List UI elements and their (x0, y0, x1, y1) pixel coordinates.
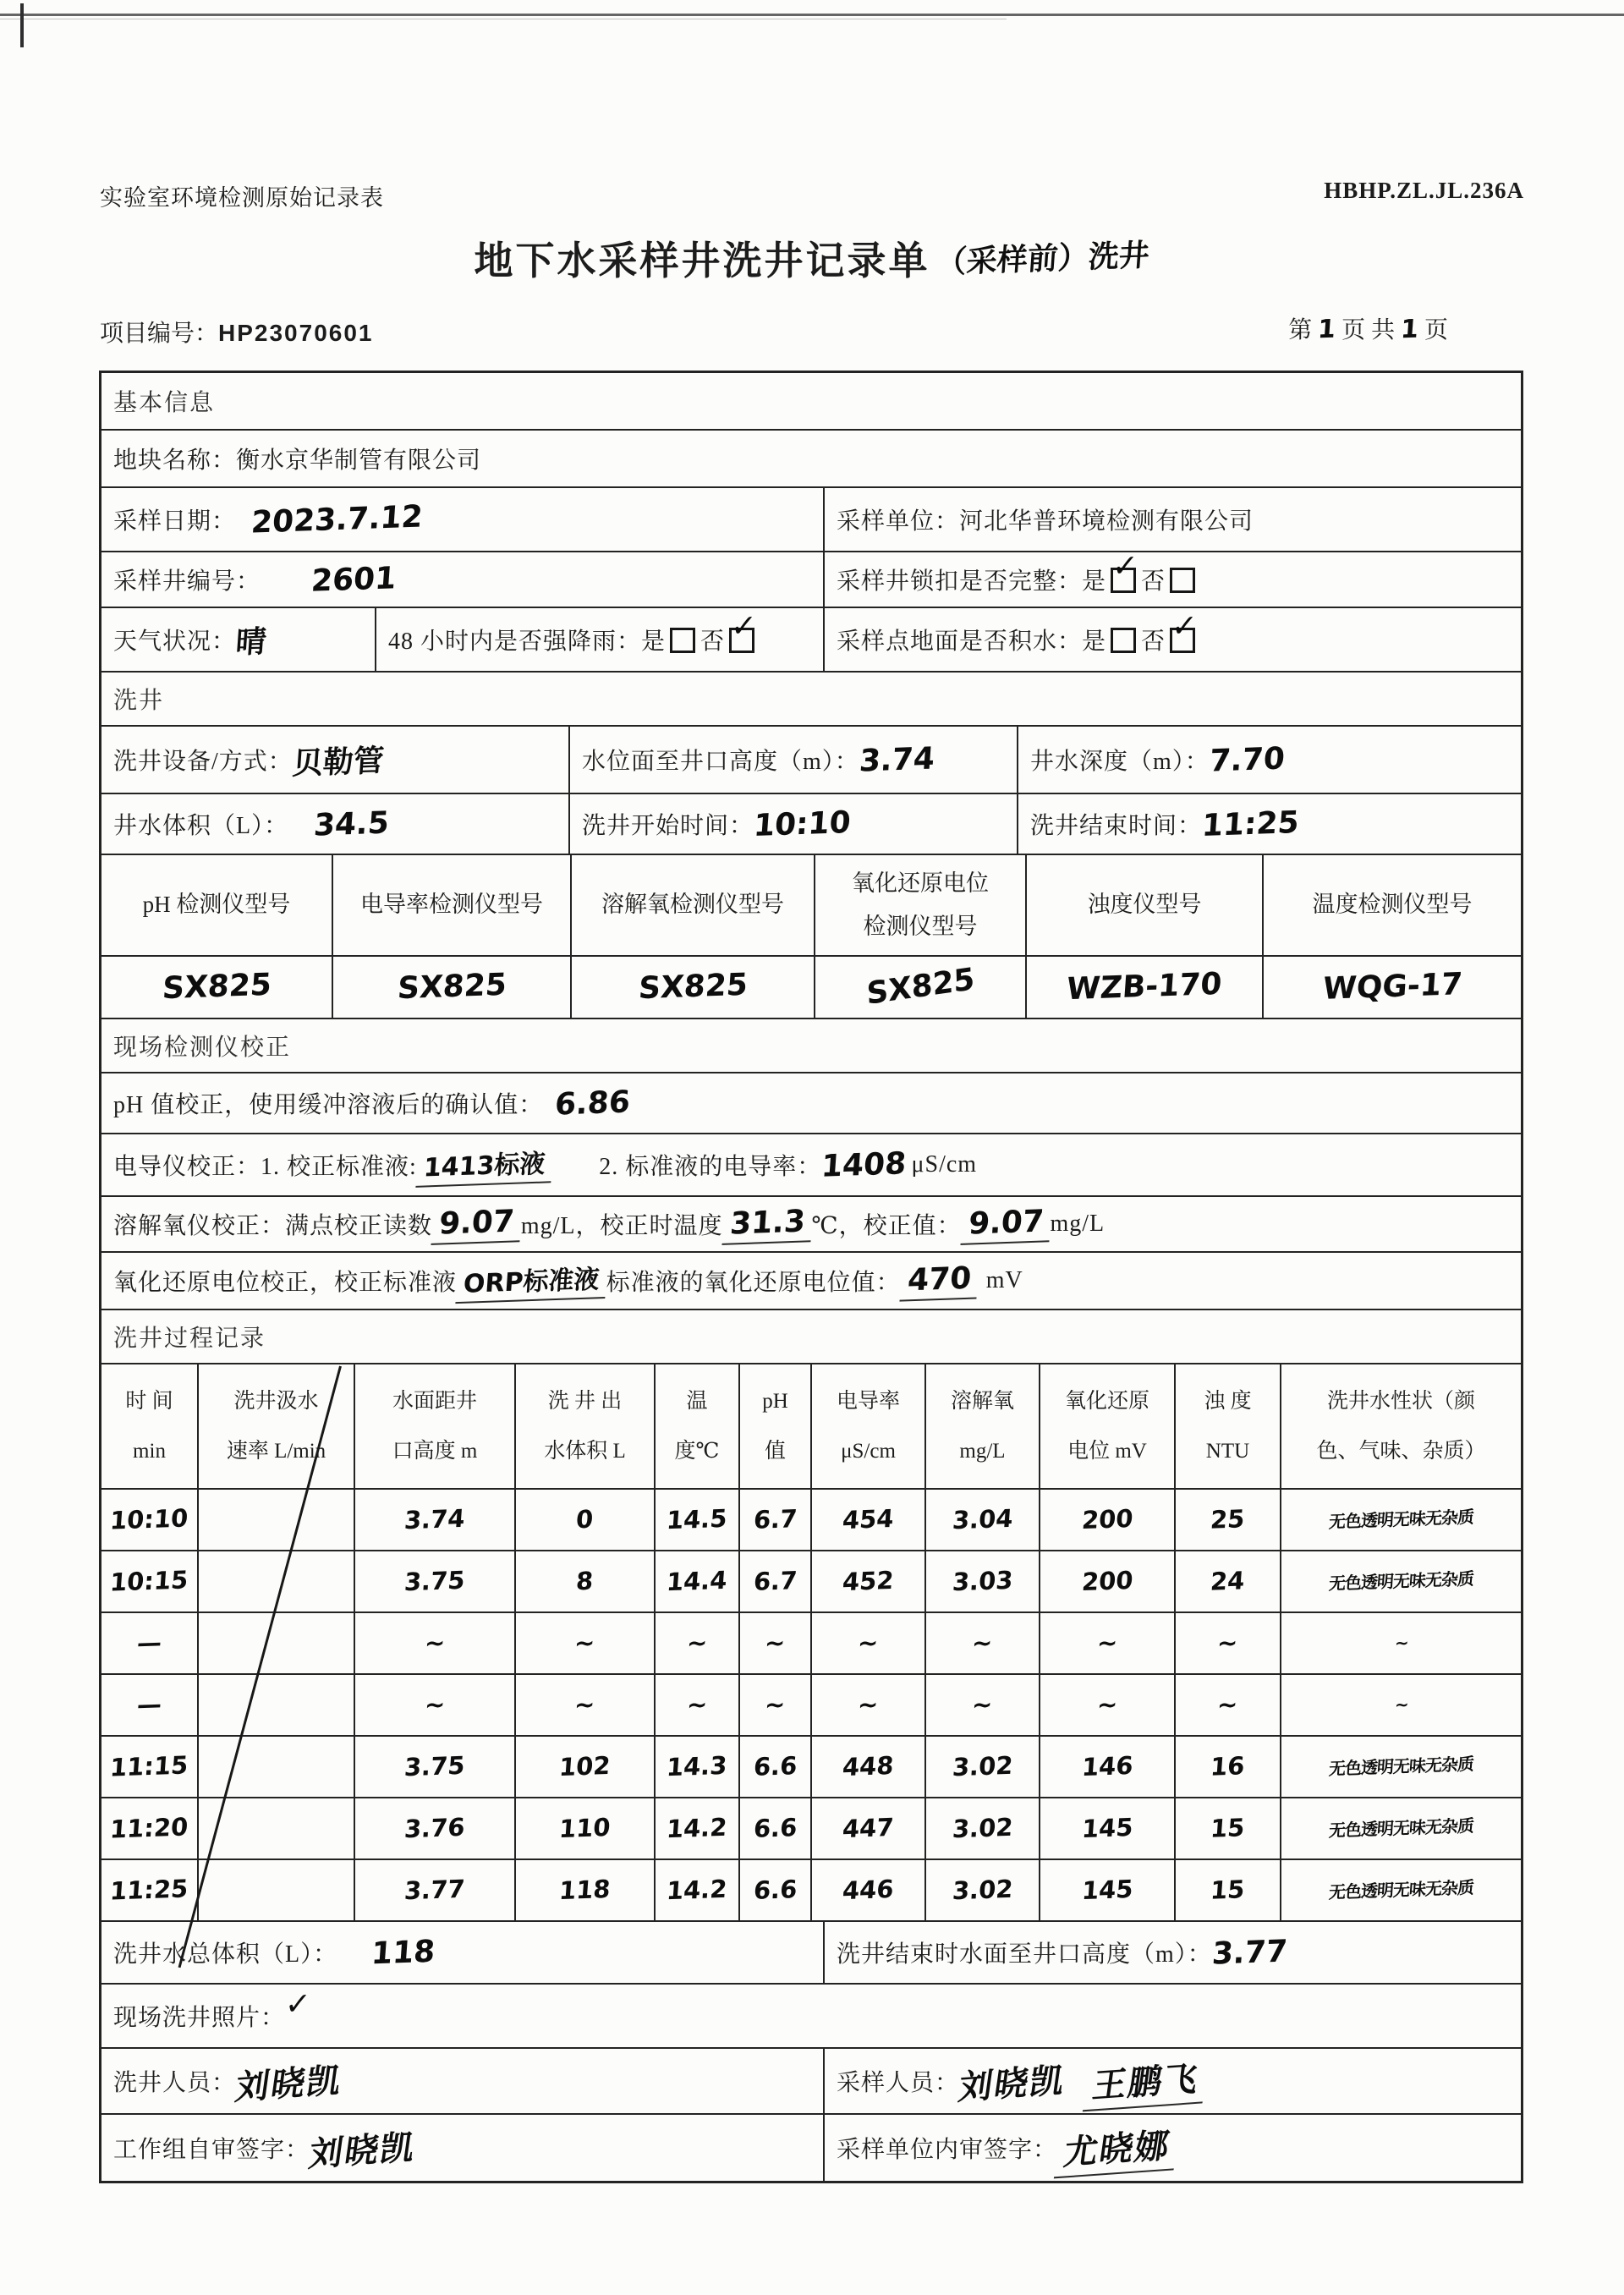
row-personnel (102, 2049, 1521, 2115)
process-row (102, 1798, 1521, 1860)
checkbox (670, 628, 695, 653)
row-meter-values (102, 957, 1521, 1019)
site-name-label: 地块名称： (113, 447, 237, 474)
ponding-label: 采样点地面是否积水： (837, 629, 1083, 655)
col-header-temperature: 温 度℃ (654, 1364, 738, 1488)
process-cell-value: 200 (1080, 1566, 1134, 1597)
process-cell-value: 454 (842, 1504, 895, 1535)
process-cell-value: 3.75 (403, 1751, 466, 1782)
form-title: 地下水采样井洗井记录单 (474, 239, 930, 283)
project-number: HP23070601 (218, 320, 374, 346)
process-cell-value: 10:15 (109, 1565, 189, 1598)
well-volume-label: 井水体积（L）： (113, 813, 289, 839)
well-no-label: 采样井编号： (113, 568, 261, 595)
process-cell-value: 3.04 (951, 1504, 1014, 1535)
process-cell-value: ~ (1393, 1694, 1409, 1716)
sample-org-label: 采样单位： (837, 508, 960, 535)
process-cell-value: 3.03 (951, 1566, 1014, 1597)
process-cell-value: 200 (1080, 1504, 1134, 1535)
end-level-value: 3.77 (1210, 1933, 1289, 1972)
process-cell-value: 14.2 (666, 1813, 728, 1844)
record-form-table (99, 371, 1523, 2183)
check-mark: ✓ (729, 608, 758, 645)
process-cell-value: 10:10 (109, 1503, 189, 1536)
photos-check-mark: ✓ (283, 1985, 312, 2023)
row-ph-calibration (102, 1073, 1521, 1134)
meter-model-value: SX825 (637, 967, 749, 1007)
process-cell-value: 102 (558, 1751, 612, 1782)
row-conductivity-calibration (102, 1134, 1521, 1197)
rain-yes-word: 是 (641, 629, 666, 655)
section-calibration (102, 1019, 1521, 1073)
process-cell-value: ~ (764, 1689, 787, 1720)
row-device-level-depth (102, 727, 1521, 794)
process-row (102, 1490, 1521, 1551)
washer-signature: 刘晓凯 (233, 2060, 345, 2108)
cond-standard-liquid: 1413标液 (415, 1142, 553, 1188)
process-cell-value: 452 (842, 1566, 895, 1597)
water-level-value: 3.74 (858, 740, 936, 779)
process-cell-value: 14.4 (666, 1566, 728, 1597)
process-cell-value: 448 (842, 1751, 895, 1782)
page-no-handwritten: 1 (1316, 314, 1337, 345)
doc-code: HBHP.ZL.JL.236A (1324, 178, 1524, 203)
process-cell-value: 14.5 (666, 1504, 728, 1535)
row-weather-rain-ponding (102, 608, 1521, 673)
section-title: 基本信息 (113, 390, 216, 416)
process-cell-value: 15 (1210, 1813, 1246, 1844)
total-volume-value: 118 (370, 1934, 436, 1971)
process-cell-value: 6.6 (752, 1813, 798, 1844)
well-depth-value: 7.70 (1208, 740, 1287, 779)
col-header-time: 时 间 min (125, 1389, 173, 1463)
well-no-value: 2601 (310, 560, 398, 599)
washer-label: 洗井人员： (113, 2070, 237, 2096)
section-title: 现场检测仪校正 (113, 1035, 292, 1061)
meter-model-value: SX825 (161, 967, 272, 1007)
col-header-out-volume: 洗 井 出 水体积 L (514, 1364, 654, 1488)
process-row (102, 1551, 1521, 1613)
process-cell-value: 3.02 (951, 1875, 1014, 1906)
rain-no-checkbox (729, 608, 758, 654)
meter-model-value: WZB-170 (1065, 966, 1224, 1007)
process-cell-value: 24 (1210, 1566, 1246, 1597)
page-total-handwritten: 1 (1399, 314, 1420, 345)
well-volume-value: 34.5 (312, 804, 391, 843)
process-cell-value: ~ (1095, 1689, 1119, 1720)
row-review-signatures (102, 2115, 1521, 2181)
process-cell-value: 无色透明无味无杂质 (1328, 1568, 1474, 1595)
process-cell-value: 14.3 (666, 1751, 728, 1782)
lock-no-word: 否 (1141, 568, 1166, 595)
sampler-signature-2: 王鹏飞 (1083, 2051, 1210, 2111)
internal-review-label: 采样单位内审签字： (837, 2137, 1058, 2163)
process-cell-value: 446 (842, 1875, 895, 1906)
orp-value: 470 (899, 1260, 979, 1301)
orp-unit: mV (985, 1267, 1023, 1293)
col-header-water-depth: 水面距井 口高度 m (354, 1364, 514, 1488)
process-cell-value: 16 (1210, 1751, 1246, 1782)
scan-edge-line (0, 14, 1624, 16)
process-cell-value: ~ (1216, 1689, 1239, 1720)
col-header-ph: pH 值 (738, 1364, 810, 1488)
process-row (102, 1613, 1521, 1675)
sample-org-value: 河北华普环境检测有限公司 (959, 508, 1254, 535)
checkbox (1170, 568, 1195, 593)
col-header-water-character: 洗井水性状（颜 色、气味、杂质） (1280, 1364, 1521, 1488)
water-level-label: 水位面至井口高度（m）： (582, 749, 859, 775)
process-cell-value: ~ (1393, 1632, 1409, 1654)
do-temp-value: 31.3 (721, 1204, 813, 1245)
page-number: 第 1 页 共 1 页 (1288, 314, 1448, 345)
process-cell-value: 145 (1080, 1875, 1134, 1906)
process-cell-value: ~ (573, 1689, 596, 1720)
section-title: 洗井过程记录 (113, 1326, 266, 1352)
do-unit: mg/L (1050, 1211, 1106, 1237)
row-volume-start-end (102, 794, 1521, 855)
process-cell-value: 6.7 (752, 1566, 798, 1597)
process-cell-value: 6.6 (752, 1875, 798, 1906)
col-header-dissolved-oxygen: 溶解氧 mg/L (924, 1364, 1039, 1488)
section-washing (102, 673, 1521, 727)
col-header-conductivity: 电导率 μS/cm (810, 1364, 924, 1488)
process-cell-value: — (135, 1628, 163, 1658)
meter-header: 浊度仪型号 (1025, 855, 1262, 955)
row-total-volume (102, 1922, 1521, 1985)
process-cell-value: ~ (1095, 1628, 1119, 1658)
do-mid2: ℃，校正值： (811, 1213, 962, 1239)
doc-label: 实验室环境检测原始记录表 (100, 185, 384, 211)
do-calibration-value: 9.07 (960, 1204, 1051, 1245)
process-cell-value: ~ (971, 1628, 994, 1658)
total-volume-label: 洗井水总体积（L）： (113, 1941, 338, 1968)
section-process-record (102, 1310, 1521, 1364)
orp-standard-liquid: ORP标准液 (455, 1258, 607, 1304)
do-reading-value: 9.07 (431, 1204, 522, 1245)
process-cell-value: 8 (575, 1566, 595, 1596)
process-cell-value: 118 (558, 1875, 612, 1906)
process-cell-value: 6.6 (752, 1751, 798, 1782)
process-cell-value: 6.7 (752, 1504, 798, 1535)
self-review-label: 工作组自审签字： (113, 2137, 310, 2163)
section-basic-info (102, 373, 1521, 431)
do-calibration-label1: 溶解氧仪校正：满点校正读数 (113, 1213, 433, 1239)
cond-calibration-label2: 2. 标准液的电导率： (599, 1154, 822, 1180)
process-cell-value: 25 (1210, 1504, 1246, 1535)
project-label: 项目编号： (100, 321, 219, 347)
process-cell-value: ~ (423, 1689, 447, 1720)
process-cell-value: 447 (842, 1813, 895, 1844)
process-cell-value: ~ (971, 1689, 994, 1720)
ponding-no-checkbox (1170, 608, 1199, 654)
lock-no-checkbox (1170, 566, 1195, 594)
process-cell-value: ~ (685, 1689, 709, 1720)
start-time-value: 10:10 (752, 804, 853, 843)
sample-date-value: 2023.7.12 (250, 498, 425, 541)
section-title: 洗井 (113, 688, 165, 714)
meter-header: 溶解氧检测仪型号 (570, 855, 814, 955)
meter-model-value: SX825 (396, 967, 508, 1007)
lock-yes-word: 是 (1082, 568, 1106, 595)
do-mid1: mg/L，校正时温度 (520, 1213, 723, 1239)
row-do-calibration (102, 1197, 1521, 1253)
process-cell-value: 11:15 (109, 1750, 189, 1783)
col-header-pump-rate: 洗井汲水 速率 L/min (197, 1364, 354, 1488)
sample-date-label: 采样日期： (113, 508, 237, 535)
meter-model-value: SX825 (865, 961, 975, 1012)
process-cell-value: 3.02 (951, 1751, 1014, 1782)
row-orp-calibration (102, 1253, 1521, 1310)
process-cell-value: — (135, 1689, 163, 1720)
meter-header: 电导率检测仪型号 (332, 855, 570, 955)
sampler-label: 采样人员： (837, 2070, 960, 2096)
process-cell-value: 无色透明无味无杂质 (1328, 1815, 1474, 1842)
process-cell-value: 3.75 (403, 1566, 466, 1597)
check-mark: ✓ (1170, 608, 1199, 645)
cond-calibration-label1: 电导仪校正：1. 校正标准液: (113, 1154, 417, 1180)
lock-yes-checkbox (1111, 548, 1139, 594)
row-site-name (102, 431, 1521, 488)
well-depth-label: 井水深度（m）： (1030, 749, 1210, 775)
scan-edge-tick (20, 3, 24, 47)
cond-unit: μS/cm (911, 1151, 978, 1178)
process-cell-value: 14.2 (666, 1875, 728, 1906)
sampler-signature-1: 刘晓凯 (956, 2060, 1068, 2108)
ph-calibration-value: 6.86 (553, 1084, 632, 1123)
row-meter-headers (102, 855, 1521, 957)
process-rows (102, 1490, 1521, 1922)
process-cell-value: ~ (423, 1628, 447, 1658)
meter-header: 温度检测仪型号 (1262, 855, 1521, 955)
process-cell-value: 11:20 (109, 1812, 189, 1845)
process-header-row (102, 1364, 1521, 1490)
internal-review-signature: 尤晓娜 (1054, 2117, 1181, 2178)
row-well-lock (102, 548, 1521, 608)
col-header-turbidity: 浊 度 NTU (1174, 1364, 1280, 1488)
row-date-org (102, 488, 1521, 552)
process-cell-value: 15 (1210, 1875, 1246, 1906)
process-cell-value: 无色透明无味无杂质 (1328, 1506, 1474, 1533)
cond-standard-value: 1408 (820, 1145, 908, 1184)
ponding-yes-checkbox (1111, 626, 1136, 654)
rain-yes-checkbox (670, 626, 695, 654)
process-cell-value: ~ (857, 1628, 880, 1658)
meter-header: pH 检测仪型号 (142, 892, 291, 918)
weather-value: 晴 (234, 623, 268, 661)
device-value: 贝勒管 (291, 743, 385, 782)
rain-no-word: 否 (700, 629, 725, 655)
rain-label: 48 小时内是否强降雨： (388, 629, 642, 655)
project-row (100, 315, 1524, 349)
title-wrap (0, 230, 1624, 286)
meter-model-value: WQG-17 (1321, 966, 1463, 1007)
end-time-label: 洗井结束时间： (1030, 813, 1203, 839)
end-level-label: 洗井结束时水面至井口高度（m）： (837, 1941, 1212, 1968)
process-cell-value: 3.77 (403, 1875, 466, 1906)
site-name-value: 衡水京华制管有限公司 (236, 447, 482, 474)
col-header-orp: 氧化还原 电位 mV (1039, 1364, 1174, 1488)
process-cell-value: ~ (1216, 1628, 1239, 1658)
process-row (102, 1737, 1521, 1798)
check-mark: ✓ (1111, 548, 1139, 585)
process-row (102, 1860, 1521, 1922)
row-photos (102, 1985, 1521, 2049)
process-cell-value: 无色透明无味无杂质 (1328, 1753, 1474, 1780)
form-title-handwritten-note: （采样前）洗井 (935, 238, 1151, 281)
process-cell-value: 3.76 (403, 1813, 466, 1844)
orp-calibration-label1: 氧化还原电位校正，校正标准液 (113, 1270, 458, 1296)
start-time-label: 洗井开始时间： (582, 813, 754, 839)
process-cell-value: 145 (1080, 1813, 1134, 1844)
process-cell-value: ~ (573, 1628, 596, 1658)
self-review-signature: 刘晓凯 (306, 2127, 419, 2175)
device-label: 洗井设备/方式： (113, 749, 293, 775)
process-cell-value: 0 (575, 1504, 595, 1535)
process-cell-value: 110 (558, 1813, 612, 1844)
process-cell-value: ~ (764, 1628, 787, 1658)
end-time-value: 11:25 (1200, 804, 1301, 843)
photos-label: 现场洗井照片： (113, 2005, 286, 2031)
process-cell-value: 无色透明无味无杂质 (1328, 1876, 1474, 1903)
process-cell-value: 3.74 (403, 1504, 466, 1535)
process-cell-value: 11:25 (109, 1874, 189, 1907)
ponding-yes-word: 是 (1082, 629, 1106, 655)
ph-calibration-label: pH 值校正，使用缓冲溶液后的确认值： (113, 1092, 544, 1118)
ponding-no-word: 否 (1141, 629, 1166, 655)
lock-label: 采样井锁扣是否完整： (837, 568, 1083, 595)
meter-header: 氧化还原电位 检测仪型号 (814, 855, 1025, 955)
process-cell-value: ~ (857, 1689, 880, 1720)
process-cell-value: 146 (1080, 1751, 1134, 1782)
process-row (102, 1675, 1521, 1737)
process-cell-value: ~ (685, 1628, 709, 1658)
orp-calibration-label2: 标准液的氧化还原电位值： (606, 1270, 901, 1296)
checkbox (1111, 628, 1136, 653)
process-cell-value: 3.02 (951, 1813, 1014, 1844)
weather-label: 天气状况： (113, 629, 237, 655)
